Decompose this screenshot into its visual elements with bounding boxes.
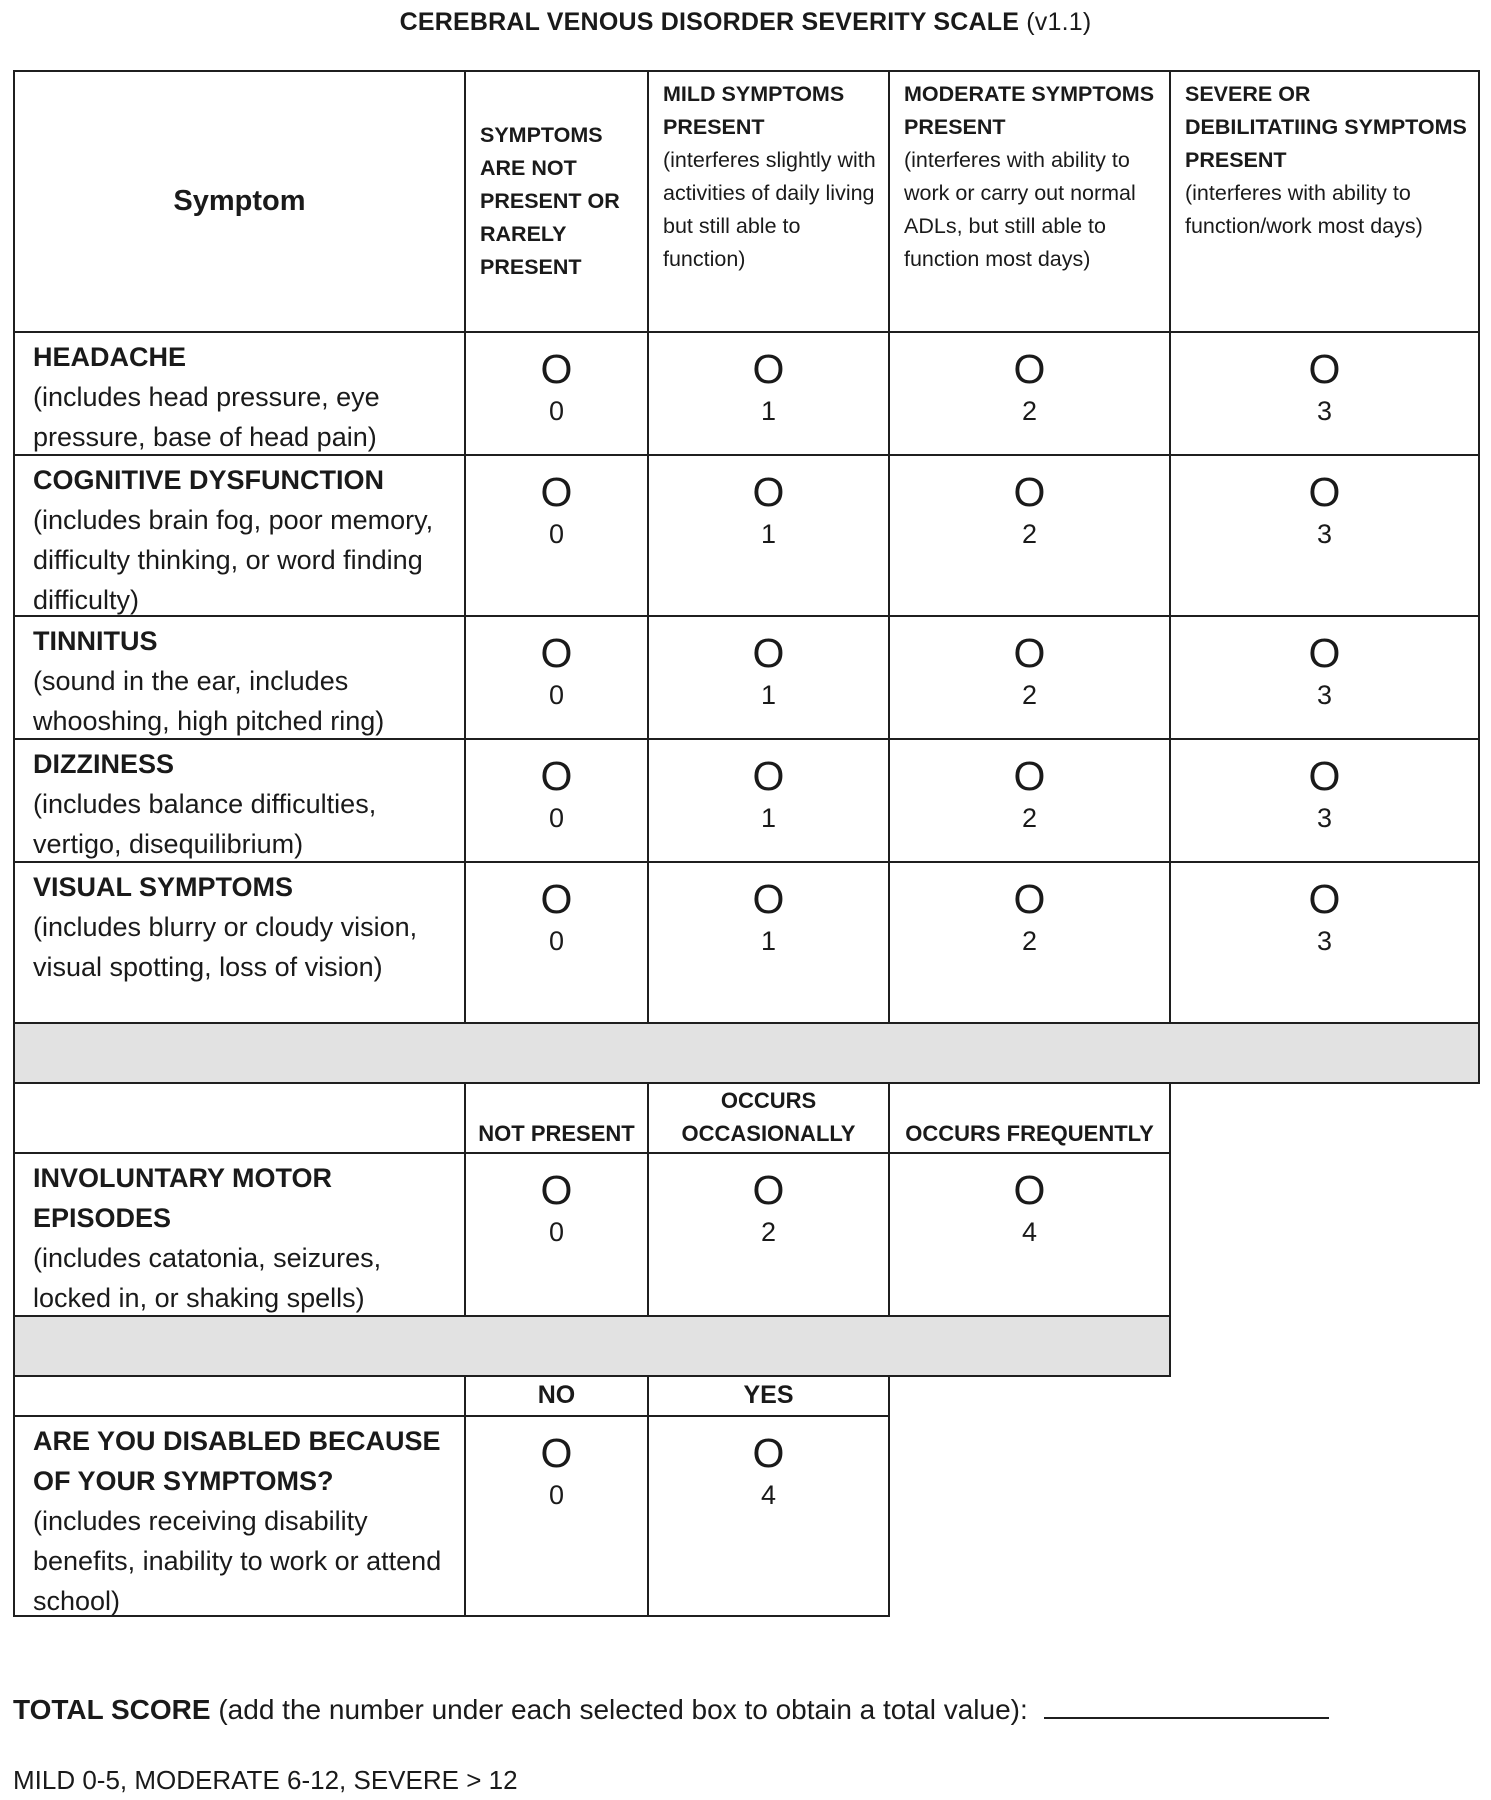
- cognitive-option-3[interactable]: [1171, 456, 1480, 617]
- visual-option-2[interactable]: [890, 863, 1171, 1024]
- dizziness-option-1[interactable]: [649, 740, 890, 863]
- symptom-name: COGNITIVE DYSFUNCTION: [33, 465, 385, 495]
- option-value: 4: [760, 1480, 777, 1510]
- title-text: CEREBRAL VENOUS DISORDER SEVERITY SCALE: [399, 8, 1020, 36]
- symptom-description: (includes blurry or cloudy vision, visual spotting, loss of vision): [33, 912, 418, 982]
- disability-header-blank: [13, 1377, 466, 1417]
- radio-circle-icon[interactable]: O: [1308, 469, 1341, 515]
- headache-option-3[interactable]: [1171, 333, 1480, 456]
- cognitive-option-1[interactable]: [649, 456, 890, 617]
- option-value: 0: [548, 926, 565, 956]
- option-value: 2: [760, 1217, 777, 1247]
- option-value: 0: [548, 680, 565, 710]
- column-header-label: MILD SYMPTOMS PRESENT: [663, 82, 845, 139]
- column-header-label: MODERATE SYMPTOMS PRESENT: [904, 82, 1155, 139]
- radio-circle-icon[interactable]: O: [1013, 876, 1046, 922]
- motor-option-2[interactable]: [649, 1154, 890, 1317]
- column-header-label: SYMPTOMS ARE NOT PRESENT OR RARELY PRESENT: [480, 123, 620, 279]
- visual-option-3[interactable]: [1171, 863, 1480, 1024]
- symptom-name: DIZZINESS: [33, 749, 175, 779]
- column-header-occasionally: OCCURS OCCASIONALLY: [649, 1084, 890, 1154]
- section-divider: [13, 1024, 1480, 1084]
- symptom-headache: [13, 333, 466, 456]
- radio-circle-icon[interactable]: O: [540, 630, 573, 676]
- radio-circle-icon[interactable]: O: [752, 876, 785, 922]
- radio-circle-icon[interactable]: O: [752, 1430, 785, 1476]
- column-header-motor-not-present: NOT PRESENT: [466, 1084, 649, 1154]
- symptom-visual-symptoms: [13, 863, 466, 1024]
- symptom-description: (includes brain fog, poor memory, difficulty thinking, or word finding difficulty): [33, 505, 434, 615]
- column-header-yes: YES: [649, 1377, 890, 1417]
- symptom-name: INVOLUNTARY MOTOR EPISODES: [33, 1163, 333, 1233]
- radio-circle-icon[interactable]: O: [752, 1167, 785, 1213]
- disabled-option-yes[interactable]: [649, 1417, 890, 1617]
- symptom-name: HEADACHE: [33, 342, 187, 372]
- radio-circle-icon[interactable]: O: [540, 753, 573, 799]
- radio-circle-icon[interactable]: O: [540, 1430, 573, 1476]
- tinnitus-option-1[interactable]: [649, 617, 890, 740]
- option-value: 1: [760, 926, 777, 956]
- motor-option-0[interactable]: [466, 1154, 649, 1317]
- option-value: 2: [1021, 803, 1038, 833]
- question-text: ARE YOU DISABLED BECAUSE OF YOUR SYMPTOMS?: [33, 1426, 441, 1496]
- option-value: 1: [760, 680, 777, 710]
- column-header-mild: [649, 70, 890, 333]
- cognitive-option-0[interactable]: [466, 456, 649, 617]
- option-value: 0: [548, 519, 565, 549]
- option-value: 2: [1021, 396, 1038, 426]
- question-description: (includes receiving disability benefits, inability to work or attend school): [33, 1506, 442, 1616]
- total-score-field[interactable]: [1044, 1695, 1329, 1719]
- symptom-tinnitus: [13, 617, 466, 740]
- column-header-frequently: OCCURS FREQUENTLY: [890, 1084, 1171, 1154]
- headache-option-0[interactable]: [466, 333, 649, 456]
- radio-circle-icon[interactable]: O: [1308, 876, 1341, 922]
- option-value: 3: [1316, 803, 1333, 833]
- option-value: 1: [760, 396, 777, 426]
- motor-option-4[interactable]: [890, 1154, 1171, 1317]
- radio-circle-icon[interactable]: O: [752, 753, 785, 799]
- dizziness-option-2[interactable]: [890, 740, 1171, 863]
- radio-circle-icon[interactable]: O: [752, 469, 785, 515]
- column-header-note: (interferes with ability to work or carry out normal ADLs, but still able to function most days): [904, 148, 1136, 271]
- option-value: 0: [548, 803, 565, 833]
- total-score-line: [13, 1690, 1329, 1730]
- tinnitus-option-2[interactable]: [890, 617, 1171, 740]
- tinnitus-option-3[interactable]: [1171, 617, 1480, 740]
- radio-circle-icon[interactable]: O: [1013, 630, 1046, 676]
- severity-scale-table: [13, 70, 1480, 1617]
- symptom-column-header: Symptom: [13, 70, 466, 333]
- column-header-not-present: [466, 70, 649, 333]
- total-score-label: TOTAL SCORE: [13, 1694, 211, 1725]
- option-value: 3: [1316, 396, 1333, 426]
- option-value: 0: [548, 1217, 565, 1247]
- disabled-option-no[interactable]: [466, 1417, 649, 1617]
- version-text: (v1.1): [1026, 8, 1092, 36]
- headache-option-2[interactable]: [890, 333, 1171, 456]
- radio-circle-icon[interactable]: O: [1308, 753, 1341, 799]
- severity-ranges: MILD 0-5, MODERATE 6-12, SEVERE > 12: [13, 1765, 518, 1795]
- option-value: 2: [1021, 680, 1038, 710]
- headache-option-1[interactable]: [649, 333, 890, 456]
- radio-circle-icon[interactable]: O: [540, 1167, 573, 1213]
- symptom-description: (includes catatonia, seizures, locked in, or shaking spells): [33, 1243, 382, 1313]
- column-header-no: NO: [466, 1377, 649, 1417]
- symptom-description: (includes balance difficulties, vertigo, disequilibrium): [33, 789, 377, 859]
- radio-circle-icon[interactable]: O: [752, 346, 785, 392]
- radio-circle-icon[interactable]: O: [540, 876, 573, 922]
- column-header-moderate: [890, 70, 1171, 333]
- tinnitus-option-0[interactable]: [466, 617, 649, 740]
- symptom-involuntary-motor-episodes: [13, 1154, 466, 1317]
- symptom-dizziness: [13, 740, 466, 863]
- symptom-description: (sound in the ear, includes whooshing, high pitched ring): [33, 666, 385, 736]
- option-value: 3: [1316, 519, 1333, 549]
- section-divider: [13, 1317, 1171, 1377]
- visual-option-1[interactable]: [649, 863, 890, 1024]
- column-header-severe: [1171, 70, 1480, 333]
- symptom-description: (includes head pressure, eye pressure, base of head pain): [33, 382, 380, 452]
- option-value: 0: [548, 1480, 565, 1510]
- option-value: 2: [1021, 926, 1038, 956]
- total-score-instruction: (add the number under each selected box to obtain a total value):: [218, 1694, 1028, 1725]
- radio-circle-icon[interactable]: O: [1308, 630, 1341, 676]
- option-value: 2: [1021, 519, 1038, 549]
- dizziness-option-3[interactable]: [1171, 740, 1480, 863]
- radio-circle-icon[interactable]: O: [752, 630, 785, 676]
- dizziness-option-0[interactable]: [466, 740, 649, 863]
- radio-circle-icon[interactable]: O: [1308, 346, 1341, 392]
- symptom-cognitive-dysfunction: [13, 456, 466, 617]
- option-value: 3: [1316, 926, 1333, 956]
- option-value: 3: [1316, 680, 1333, 710]
- radio-circle-icon[interactable]: O: [1013, 753, 1046, 799]
- radio-circle-icon[interactable]: O: [540, 346, 573, 392]
- radio-circle-icon[interactable]: O: [1013, 1167, 1046, 1213]
- column-header-note: (interferes with ability to function/work most days): [1185, 181, 1423, 238]
- radio-circle-icon[interactable]: O: [540, 469, 573, 515]
- option-value: 0: [548, 396, 565, 426]
- page-title: [0, 8, 1491, 37]
- motor-header-blank: [13, 1084, 466, 1154]
- option-value: 1: [760, 803, 777, 833]
- cognitive-option-2[interactable]: [890, 456, 1171, 617]
- column-header-label: SEVERE OR DEBILITATIING SYMPTOMS PRESENT: [1185, 82, 1467, 172]
- visual-option-0[interactable]: [466, 863, 649, 1024]
- question-disabled: [13, 1417, 466, 1617]
- symptom-name: TINNITUS: [33, 626, 158, 656]
- symptom-name: VISUAL SYMPTOMS: [33, 872, 294, 902]
- option-value: 1: [760, 519, 777, 549]
- column-header-note: (interferes slightly with activities of daily living but still able to function): [663, 148, 876, 271]
- option-value: 4: [1021, 1217, 1038, 1247]
- radio-circle-icon[interactable]: O: [1013, 469, 1046, 515]
- radio-circle-icon[interactable]: O: [1013, 346, 1046, 392]
